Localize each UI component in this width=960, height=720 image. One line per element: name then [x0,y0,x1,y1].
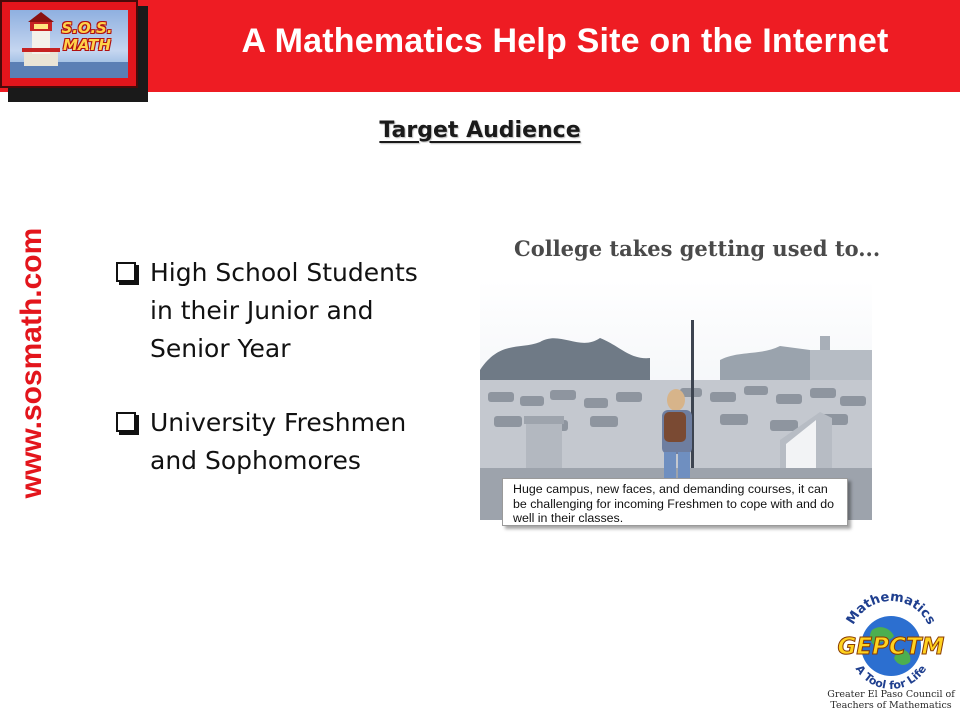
logo-arc-top: Mathematics [843,590,939,628]
site-title: A Mathematics Help Site on the Internet [241,22,889,60]
header-banner [0,0,960,92]
logo-arc-bottom: A Tool for Life [852,662,930,690]
audience-list [116,254,436,516]
sos-math-logo[interactable] [0,0,138,88]
logo-text: S.O.S. MATH [61,19,113,54]
url-text: www.sosmath.com [15,227,48,499]
logo-center-text: GEPCTM [837,634,945,660]
globe-logo-icon [820,590,960,690]
org-line-2: Teachers of Mathematics [830,700,952,711]
checkbox-bullet-icon [116,412,136,432]
org-line-1: Greater El Paso Council of [827,689,955,700]
college-photo-card [478,228,881,534]
list-item-text: High School Students in their Junior and Senior Year [150,258,418,363]
list-item [116,254,436,368]
org-name [824,689,958,711]
photo-caption: Huge campus, new faces, and demanding courses, it can be challenging for incoming Freshmen to cope with and do well in their classes. [502,478,848,526]
photo-heading: College takes getting used to... [514,236,881,261]
list-item-text: University Freshmen and Sophomores [150,408,407,475]
checkbox-bullet-icon [116,262,136,282]
slide-title: Target Audience [379,118,581,143]
gepctm-logo[interactable] [820,590,960,720]
list-item [116,404,436,480]
sosmath-url-link[interactable] [2,227,62,499]
